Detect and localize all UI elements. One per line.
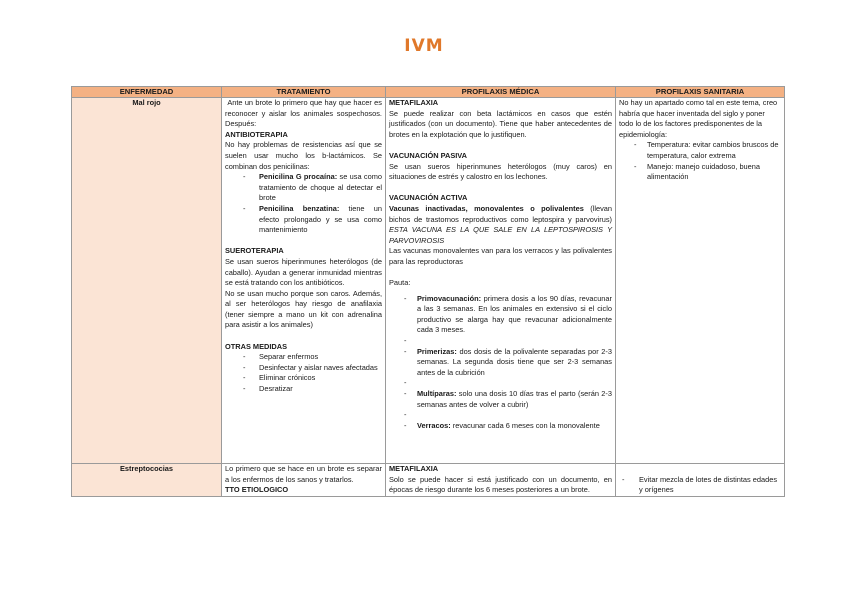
sanitaria-list bbox=[619, 475, 781, 496]
item-text: tiene un efecto prolongado y se usa como mantenimiento bbox=[259, 203, 382, 235]
vacunacion-pasiva-heading: VACUNACIÓN PASIVA bbox=[389, 150, 468, 160]
metafilaxia-heading: METAFILAXIA bbox=[389, 464, 439, 473]
item-label: Penicilina benzatina: bbox=[259, 203, 340, 213]
sueroterapia-text: Se usan sueros hiperinmunes heterólogos (de caballo). Ayudan a generar inmunidad mientras se está tratando con los antibióticos. bbox=[225, 256, 382, 288]
medical-prophylaxis-cell bbox=[386, 98, 616, 464]
vaccine-description: (llevan bichos de trastornos reproductivos como leptospira y parvovirus) bbox=[389, 203, 615, 224]
list-item bbox=[389, 421, 612, 432]
item-text: se usa como tratamiento de choque al detectar el brote bbox=[259, 172, 382, 203]
list-item bbox=[619, 140, 781, 161]
item-text: solo una dosis 10 días tras el parto (serán 2-3 semanas antes de volver a cubrir) bbox=[417, 389, 612, 409]
disease-name: Mal rojo bbox=[132, 98, 161, 107]
vacunacion-activa-text bbox=[389, 203, 615, 246]
item-text: primera dosis a los 90 días, revacunar a las 3 semanas. En los animales en extensivo si el ciclo productivo se alarga hay que revacunar adicionalmente cada 3 meses. bbox=[417, 293, 612, 335]
header-profilaxis-sanitaria: PROFILAXIS SANITARIA bbox=[616, 87, 785, 98]
item-label: Temperatura: bbox=[647, 140, 691, 150]
list-item bbox=[389, 389, 612, 410]
metafilaxia-heading: METAFILAXIA bbox=[389, 98, 439, 107]
item-text: manejo cuidadoso, buena alimentación bbox=[647, 161, 760, 182]
item-text: evitar cambios bruscos de temperatura, calor extrema bbox=[647, 140, 779, 160]
disease-name: Estreptococias bbox=[120, 464, 173, 473]
item-text: revacunar cada 6 meses con la monovalente bbox=[450, 420, 600, 430]
item-label: Verracos: bbox=[417, 420, 451, 430]
pauta-list bbox=[389, 294, 612, 432]
disease-cell bbox=[72, 464, 222, 497]
list-item bbox=[619, 162, 781, 183]
list-item: - Eliminar crónicos bbox=[225, 373, 382, 384]
sanitary-prophylaxis-cell bbox=[616, 464, 785, 497]
metafilaxia-text: Se puede realizar con beta lactámicos en casos que estén justificados (con un documento). Tiene que haber antecedentes de brotes en la explotación que lo justifiquen. bbox=[389, 108, 612, 139]
item-label: Primerizas: bbox=[417, 346, 457, 356]
list-item bbox=[389, 294, 612, 336]
vacunacion-activa-text-2: Las vacunas monovalentes van para los verracos y las polivalentes para las reproductoras bbox=[389, 246, 612, 266]
treatment-cell bbox=[222, 98, 386, 464]
vacunacion-activa-heading: VACUNACIÓN ACTIVA bbox=[389, 193, 468, 203]
disease-cell bbox=[72, 98, 222, 464]
list-item: - Evitar mezcla de lotes de distintas edades y orígenes bbox=[619, 475, 781, 496]
item-label: Penicilina G procaína: bbox=[259, 172, 338, 182]
item-text: dos dosis de la polivalente separadas por 2-3 semanas. La segunda dosis tiene que ser 2-3 semanas antes de la cubrición bbox=[417, 346, 612, 377]
item-label: Primovacunación: bbox=[417, 293, 482, 303]
vaccine-note: ESTA VACUNA ES LA QUE SALE EN LA LEPTOSPIROSIS Y PARVOVIROSIS bbox=[389, 225, 612, 245]
treatment-intro: Ante un brote lo primero que hay que hacer es reconocer y aislar los animales sospechosos. Después: bbox=[225, 98, 385, 129]
metafilaxia-text: Solo se puede hacer si está justificado con un documento, en épocas de riesgo durante los 6 meses posteriores a un brote. bbox=[389, 474, 612, 495]
sanitary-prophylaxis-cell bbox=[616, 98, 785, 464]
sanitaria-list bbox=[619, 140, 781, 182]
list-item bbox=[389, 347, 612, 379]
medical-prophylaxis-cell bbox=[386, 464, 616, 497]
document-title: IVM bbox=[404, 36, 444, 56]
otras-medidas-heading: OTRAS MEDIDAS bbox=[225, 341, 288, 351]
penicillin-list bbox=[225, 172, 382, 236]
header-row bbox=[72, 87, 785, 98]
antibioterapia-text: No hay problemas de resistencias así que se suelen usar mucho los b-lactámicos. Se combinan dos penicilinas: bbox=[225, 140, 382, 171]
header-tratamiento: TRATAMIENTO bbox=[222, 87, 386, 98]
item-label: Multíparas: bbox=[417, 389, 457, 399]
header-enfermedad: ENFERMEDAD bbox=[72, 87, 222, 98]
list-item: - Desratizar bbox=[225, 384, 382, 395]
sueroterapia-text-2: No se usan mucho porque son caros. Además, al ser heterólogos hay riesgo de anafilaxia (tener siempre a mano un kit con adrenalina para asistir a los animales) bbox=[225, 288, 382, 330]
sueroterapia-heading: SUEROTERAPIA bbox=[225, 246, 284, 256]
treatment-text: Lo primero que se hace en un brote es separar a los enfermos de los sanos y tratarlos. bbox=[225, 464, 382, 484]
antibioterapia-heading: ANTIBIOTERAPIA bbox=[225, 129, 288, 139]
list-item: - Separar enfermos bbox=[225, 352, 382, 363]
vaccine-types: Vacunas inactivadas, monovalentes o polivalentes bbox=[389, 203, 584, 213]
list-item bbox=[225, 204, 382, 236]
otras-medidas-list bbox=[225, 352, 382, 394]
list-item: - Desinfectar y aislar naves afectadas bbox=[225, 363, 382, 374]
tto-etiologico-heading: TTO ETIOLOGICO bbox=[225, 485, 289, 495]
list-item bbox=[225, 172, 382, 204]
sanitaria-text: No hay un apartado como tal en este tema, creo habría que hacer inventada del siglo y poner todo lo de los factores predisponentes de la epidemiología: bbox=[619, 98, 778, 139]
table-row bbox=[72, 464, 785, 497]
header-profilaxis-medica: PROFILAXIS MÉDICA bbox=[386, 87, 616, 98]
table-row bbox=[72, 98, 785, 464]
pauta-label: Pauta: bbox=[389, 278, 411, 288]
item-label: Manejo: bbox=[647, 161, 674, 171]
disease-table bbox=[71, 86, 785, 497]
vacunacion-pasiva-text: Se usan sueros hiperinmunes heterólogos (muy caros) en situaciones de estrés y calostro en los lechones. bbox=[389, 161, 612, 182]
treatment-cell bbox=[222, 464, 386, 497]
